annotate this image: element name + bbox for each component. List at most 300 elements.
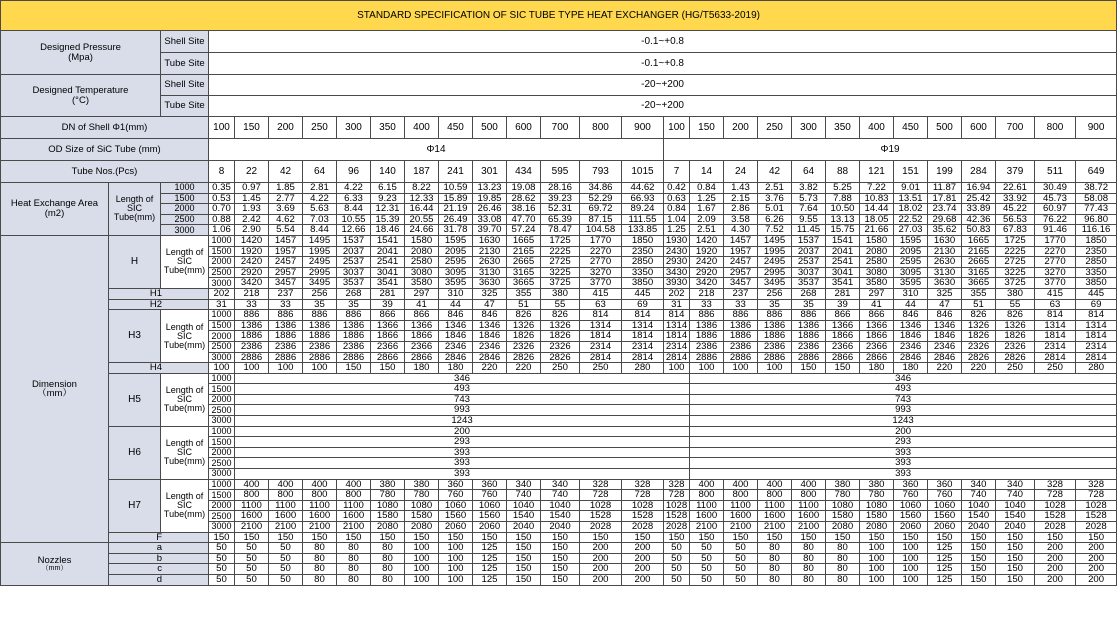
value-cell: 728 xyxy=(580,490,622,501)
value-cell: 2814 xyxy=(1035,352,1076,363)
value-cell: 31 xyxy=(664,299,690,310)
value-cell: 10.83 xyxy=(860,193,894,204)
value-cell: 50 xyxy=(235,543,269,554)
value-cell: 1920 xyxy=(690,246,724,257)
value-cell: 22.61 xyxy=(996,183,1035,194)
value-cell: 50 xyxy=(269,543,303,554)
value-cell: 1537 xyxy=(792,235,826,246)
value-cell: 1866 xyxy=(826,331,860,342)
value-cell: 80 xyxy=(371,553,405,564)
value-cell: 150 xyxy=(690,532,724,543)
value-cell: 2386 xyxy=(235,341,269,352)
h6-group-2: 200 xyxy=(690,426,1117,437)
value-cell: 1846 xyxy=(439,331,473,342)
od-group-1: Φ14 xyxy=(209,139,664,161)
h6-group-1: 393 xyxy=(235,447,690,458)
value-cell: 1595 xyxy=(439,235,473,246)
value-cell: 2386 xyxy=(303,341,337,352)
value-cell: 80 xyxy=(826,564,860,575)
value-cell: 355 xyxy=(507,288,541,299)
value-cell: 1100 xyxy=(337,500,371,511)
value-cell: 150 xyxy=(473,532,507,543)
value-cell: 400 xyxy=(269,479,303,490)
value-cell: 2866 xyxy=(826,352,860,363)
value-cell: 1826 xyxy=(541,331,580,342)
value-cell: 2060 xyxy=(439,522,473,533)
value-cell: 100 xyxy=(405,553,439,564)
value-cell: 256 xyxy=(303,288,337,299)
length-label: Length of SIC Tube(mm) xyxy=(161,235,209,288)
length-value: 2500 xyxy=(209,267,235,278)
value-cell: 5.73 xyxy=(792,193,826,204)
value-cell: 2130 xyxy=(928,246,962,257)
value-cell: 1630 xyxy=(928,235,962,246)
value-cell: 1060 xyxy=(439,500,473,511)
value-cell: 150 xyxy=(664,532,690,543)
value-cell: 50 xyxy=(724,574,758,585)
value-cell: 8.22 xyxy=(405,183,439,194)
value-cell: 1366 xyxy=(371,320,405,331)
value-cell: 2995 xyxy=(758,267,792,278)
value-cell: 3037 xyxy=(337,267,371,278)
value-cell: 1886 xyxy=(269,331,303,342)
value-cell: 50 xyxy=(664,564,690,575)
value-cell: 39.23 xyxy=(541,193,580,204)
length-value: 3000 xyxy=(161,225,209,236)
dn-label: DN of Shell Φ1(mm) xyxy=(1,117,209,139)
value-cell: 2326 xyxy=(996,341,1035,352)
length-value: 3000 xyxy=(209,352,235,363)
value-cell: 125 xyxy=(928,553,962,564)
value-cell: 1580 xyxy=(371,511,405,522)
value-cell: 2495 xyxy=(303,257,337,268)
value-cell: 1580 xyxy=(860,235,894,246)
value-cell: 1495 xyxy=(758,235,792,246)
value-cell: 3630 xyxy=(928,278,962,289)
value-cell: 1314 xyxy=(664,320,690,331)
value-cell: 100 xyxy=(860,564,894,575)
value-cell: 19.85 xyxy=(473,193,507,204)
value-cell: 2165 xyxy=(507,246,541,257)
value-cell: 0.63 xyxy=(664,193,690,204)
value-cell: 24.66 xyxy=(405,225,439,236)
value-cell: 100 xyxy=(860,574,894,585)
value-cell: 200 xyxy=(1076,553,1117,564)
value-cell: 2040 xyxy=(507,522,541,533)
value-cell: 80 xyxy=(758,574,792,585)
length-value: 1500 xyxy=(209,437,235,448)
value-cell: 150 xyxy=(235,532,269,543)
value-cell: 50 xyxy=(690,543,724,554)
value-cell: 2826 xyxy=(541,352,580,363)
value-cell: 1630 xyxy=(473,235,507,246)
tube-nos-cell: 7 xyxy=(664,161,690,183)
value-cell: 1100 xyxy=(235,500,269,511)
value-cell: 100 xyxy=(269,363,303,374)
value-cell: 202 xyxy=(664,288,690,299)
dn-cell: 500 xyxy=(473,117,507,139)
value-cell: 1814 xyxy=(580,331,622,342)
value-cell: 150 xyxy=(541,564,580,575)
value-cell: 760 xyxy=(928,490,962,501)
value-cell: 3130 xyxy=(928,267,962,278)
h6-group-1: 393 xyxy=(235,458,690,469)
value-cell: 3665 xyxy=(507,278,541,289)
value-cell: 0.35 xyxy=(209,183,235,194)
value-cell: 1386 xyxy=(758,320,792,331)
value-cell: 7.52 xyxy=(758,225,792,236)
value-cell: 2314 xyxy=(622,341,664,352)
value-cell: 2850 xyxy=(622,257,664,268)
dn-cell: 150 xyxy=(235,117,269,139)
value-cell: 2457 xyxy=(269,257,303,268)
value-cell: 2100 xyxy=(758,522,792,533)
value-cell: 2.15 xyxy=(724,193,758,204)
value-cell: 3041 xyxy=(371,267,405,278)
value-cell: 1595 xyxy=(894,235,928,246)
value-cell: 45.22 xyxy=(996,204,1035,215)
dn-cell: 250 xyxy=(303,117,337,139)
value-cell: 150 xyxy=(337,532,371,543)
pressure-shell-label: Shell Site xyxy=(161,31,209,53)
value-cell: 886 xyxy=(724,310,758,321)
value-cell: 150 xyxy=(996,553,1035,564)
value-cell: 2028 xyxy=(1035,522,1076,533)
value-cell: 800 xyxy=(758,490,792,501)
value-cell: 2130 xyxy=(473,246,507,257)
value-cell: 1080 xyxy=(826,500,860,511)
value-cell: 150 xyxy=(860,532,894,543)
value-cell: 5.25 xyxy=(826,183,860,194)
value-cell: 150 xyxy=(962,532,996,543)
tube-nos-cell: 1015 xyxy=(622,161,664,183)
value-cell: 2886 xyxy=(303,352,337,363)
value-cell: 2100 xyxy=(269,522,303,533)
value-cell: 100 xyxy=(405,574,439,585)
tube-nos-cell: 8 xyxy=(209,161,235,183)
value-cell: 1100 xyxy=(303,500,337,511)
value-cell: 3350 xyxy=(622,267,664,278)
value-cell: 2028 xyxy=(1076,522,1117,533)
value-cell: 67.83 xyxy=(996,225,1035,236)
value-cell: 1826 xyxy=(996,331,1035,342)
value-cell: 1.85 xyxy=(269,183,303,194)
value-cell: 33 xyxy=(690,299,724,310)
tube-nos-cell: 187 xyxy=(405,161,439,183)
value-cell: 2826 xyxy=(507,352,541,363)
value-cell: 866 xyxy=(405,310,439,321)
dn-cell: 800 xyxy=(580,117,622,139)
value-cell: 380 xyxy=(826,479,860,490)
value-cell: 800 xyxy=(269,490,303,501)
value-cell: 2037 xyxy=(792,246,826,257)
dn-cell: 100 xyxy=(209,117,235,139)
h5-group-1: 493 xyxy=(235,384,690,395)
value-cell: 2866 xyxy=(371,352,405,363)
value-cell: 2850 xyxy=(1076,257,1117,268)
value-cell: 3495 xyxy=(303,278,337,289)
tube-nos-cell: 42 xyxy=(758,161,792,183)
value-cell: 814 xyxy=(1035,310,1076,321)
value-cell: 4.22 xyxy=(303,193,337,204)
value-cell: 2580 xyxy=(405,257,439,268)
value-cell: 18.02 xyxy=(894,204,928,215)
value-cell: 1600 xyxy=(792,511,826,522)
value-cell: 80 xyxy=(337,574,371,585)
value-cell: 2326 xyxy=(962,341,996,352)
value-cell: 50 xyxy=(269,564,303,575)
value-cell: 41 xyxy=(860,299,894,310)
value-cell: 150 xyxy=(792,532,826,543)
value-cell: 44 xyxy=(439,299,473,310)
value-cell: 2346 xyxy=(439,341,473,352)
value-cell: 2366 xyxy=(371,341,405,352)
h6-group-2: 293 xyxy=(690,437,1117,448)
nozzle-label: a xyxy=(109,543,209,554)
tube-nos-cell: 121 xyxy=(860,161,894,183)
value-cell: 35 xyxy=(337,299,371,310)
value-cell: 50 xyxy=(209,543,235,554)
h6-group-1: 293 xyxy=(235,437,690,448)
value-cell: 1846 xyxy=(473,331,507,342)
value-cell: 25.42 xyxy=(962,193,996,204)
value-cell: 150 xyxy=(580,532,622,543)
value-cell: 38.16 xyxy=(507,204,541,215)
value-cell: 2326 xyxy=(507,341,541,352)
value-cell: 2100 xyxy=(337,522,371,533)
value-cell: 1560 xyxy=(894,511,928,522)
value-cell: 1386 xyxy=(724,320,758,331)
value-cell: 2028 xyxy=(622,522,664,533)
value-cell: 800 xyxy=(235,490,269,501)
value-cell: 180 xyxy=(894,363,928,374)
value-cell: 2541 xyxy=(826,257,860,268)
value-cell: 2314 xyxy=(1076,341,1117,352)
value-cell: 1528 xyxy=(580,511,622,522)
value-cell: 18.05 xyxy=(860,214,894,225)
value-cell: 280 xyxy=(622,363,664,374)
value-cell: 80 xyxy=(826,553,860,564)
value-cell: 1957 xyxy=(724,246,758,257)
value-cell: 1886 xyxy=(792,331,826,342)
value-cell: 13.13 xyxy=(826,214,860,225)
value-cell: 3430 xyxy=(664,267,690,278)
value-cell: 1826 xyxy=(507,331,541,342)
value-cell: 1100 xyxy=(758,500,792,511)
value-cell: 3225 xyxy=(996,267,1035,278)
value-cell: 3041 xyxy=(826,267,860,278)
value-cell: 80 xyxy=(337,564,371,575)
value-cell: 69 xyxy=(622,299,664,310)
value-cell: 3080 xyxy=(405,267,439,278)
value-cell: 150 xyxy=(962,564,996,575)
value-cell: 3225 xyxy=(541,267,580,278)
value-cell: 340 xyxy=(541,479,580,490)
value-cell: 200 xyxy=(1035,564,1076,575)
value-cell: 1600 xyxy=(337,511,371,522)
value-cell: 2595 xyxy=(439,257,473,268)
value-cell: 2095 xyxy=(439,246,473,257)
value-cell: 80 xyxy=(792,564,826,575)
value-cell: 250 xyxy=(541,363,580,374)
value-cell: 2541 xyxy=(371,257,405,268)
value-cell: 100 xyxy=(303,363,337,374)
value-cell: 100 xyxy=(724,363,758,374)
value-cell: 3595 xyxy=(894,278,928,289)
value-cell: 150 xyxy=(826,363,860,374)
value-cell: 35 xyxy=(303,299,337,310)
length-value: 1000 xyxy=(209,310,235,321)
value-cell: 50 xyxy=(269,574,303,585)
value-cell: 150 xyxy=(303,532,337,543)
value-cell: 50 xyxy=(690,553,724,564)
pressure-tube-value: -0.1~+0.8 xyxy=(209,53,1117,75)
value-cell: 1314 xyxy=(622,320,664,331)
value-cell: 2386 xyxy=(792,341,826,352)
value-cell: 325 xyxy=(928,288,962,299)
value-cell: 1540 xyxy=(962,511,996,522)
value-cell: 104.58 xyxy=(580,225,622,236)
value-cell: 2060 xyxy=(894,522,928,533)
value-cell: 50 xyxy=(664,543,690,554)
value-cell: 27.03 xyxy=(894,225,928,236)
value-cell: 1600 xyxy=(269,511,303,522)
value-cell: 0.97 xyxy=(235,183,269,194)
value-cell: 800 xyxy=(337,490,371,501)
value-cell: 80 xyxy=(792,553,826,564)
value-cell: 1580 xyxy=(826,511,860,522)
value-cell: 1346 xyxy=(473,320,507,331)
value-cell: 1930 xyxy=(664,235,690,246)
tube-nos-cell: 379 xyxy=(996,161,1035,183)
nozzle-label: c xyxy=(109,564,209,575)
value-cell: 100 xyxy=(860,553,894,564)
value-cell: 1366 xyxy=(826,320,860,331)
value-cell: 1314 xyxy=(1035,320,1076,331)
value-cell: 55 xyxy=(541,299,580,310)
tube-nos-cell: 42 xyxy=(269,161,303,183)
value-cell: 200 xyxy=(580,553,622,564)
tube-nos-cell: 151 xyxy=(894,161,928,183)
h-label: H xyxy=(109,235,161,288)
value-cell: 2100 xyxy=(303,522,337,533)
value-cell: 2420 xyxy=(235,257,269,268)
value-cell: 80 xyxy=(758,553,792,564)
nozzle-label: b xyxy=(109,553,209,564)
value-cell: 2366 xyxy=(826,341,860,352)
dn-cell: 150 xyxy=(690,117,724,139)
value-cell: 800 xyxy=(792,490,826,501)
value-cell: 2386 xyxy=(337,341,371,352)
value-cell: 780 xyxy=(860,490,894,501)
dn-cell: 500 xyxy=(928,117,962,139)
value-cell: 6.26 xyxy=(758,214,792,225)
value-cell: 100 xyxy=(439,574,473,585)
dn-cell: 600 xyxy=(507,117,541,139)
value-cell: 1326 xyxy=(996,320,1035,331)
tube-nos-cell: 96 xyxy=(337,161,371,183)
value-cell: 7.64 xyxy=(792,204,826,215)
value-cell: 360 xyxy=(439,479,473,490)
h5-group-1: 1243 xyxy=(235,416,690,427)
dn-cell: 200 xyxy=(269,117,303,139)
value-cell: 2957 xyxy=(724,267,758,278)
length-value: 2500 xyxy=(209,405,235,416)
value-cell: 268 xyxy=(792,288,826,299)
value-cell: 31 xyxy=(209,299,235,310)
value-cell: 1540 xyxy=(507,511,541,522)
value-cell: 2080 xyxy=(826,522,860,533)
value-cell: 18.46 xyxy=(371,225,405,236)
value-cell: 41 xyxy=(405,299,439,310)
value-cell: 1957 xyxy=(269,246,303,257)
value-cell: 1600 xyxy=(724,511,758,522)
value-cell: 35 xyxy=(792,299,826,310)
value-cell: 866 xyxy=(860,310,894,321)
length-value: 1500 xyxy=(209,384,235,395)
value-cell: 150 xyxy=(928,532,962,543)
value-cell: 3037 xyxy=(792,267,826,278)
value-cell: 1040 xyxy=(962,500,996,511)
value-cell: 2100 xyxy=(792,522,826,533)
value-cell: 33 xyxy=(235,299,269,310)
value-cell: 16.94 xyxy=(962,183,996,194)
value-cell: 237 xyxy=(269,288,303,299)
length-value: 2000 xyxy=(209,447,235,458)
value-cell: 100 xyxy=(664,363,690,374)
value-cell: 2814 xyxy=(580,352,622,363)
value-cell: 400 xyxy=(337,479,371,490)
dn-cell: 600 xyxy=(962,117,996,139)
value-cell: 380 xyxy=(371,479,405,490)
value-cell: 2270 xyxy=(1035,246,1076,257)
value-cell: 328 xyxy=(580,479,622,490)
value-cell: 380 xyxy=(405,479,439,490)
value-cell: 1.43 xyxy=(724,183,758,194)
value-cell: 1850 xyxy=(622,235,664,246)
value-cell: 3420 xyxy=(690,278,724,289)
value-cell: 80 xyxy=(337,553,371,564)
value-cell: 150 xyxy=(507,564,541,575)
value-cell: 1040 xyxy=(507,500,541,511)
value-cell: 360 xyxy=(473,479,507,490)
value-cell: 50.83 xyxy=(962,225,996,236)
value-cell: 150 xyxy=(962,543,996,554)
value-cell: 200 xyxy=(1076,574,1117,585)
value-cell: 1028 xyxy=(580,500,622,511)
value-cell: 2.51 xyxy=(758,183,792,194)
value-cell: 1080 xyxy=(405,500,439,511)
length-value: 2000 xyxy=(209,500,235,511)
value-cell: 13.51 xyxy=(894,193,928,204)
h5-label: H5 xyxy=(109,373,161,426)
value-cell: 80 xyxy=(826,574,860,585)
value-cell: 281 xyxy=(826,288,860,299)
value-cell: 886 xyxy=(792,310,826,321)
value-cell: 886 xyxy=(337,310,371,321)
value-cell: 1850 xyxy=(1076,235,1117,246)
value-cell: 200 xyxy=(1035,553,1076,564)
value-cell: 1846 xyxy=(928,331,962,342)
value-cell: 150 xyxy=(996,574,1035,585)
value-cell: 133.85 xyxy=(622,225,664,236)
value-cell: 2630 xyxy=(473,257,507,268)
value-cell: 886 xyxy=(269,310,303,321)
value-cell: 1.93 xyxy=(235,204,269,215)
value-cell: 2386 xyxy=(690,341,724,352)
value-cell: 846 xyxy=(928,310,962,321)
value-cell: 150 xyxy=(541,553,580,564)
